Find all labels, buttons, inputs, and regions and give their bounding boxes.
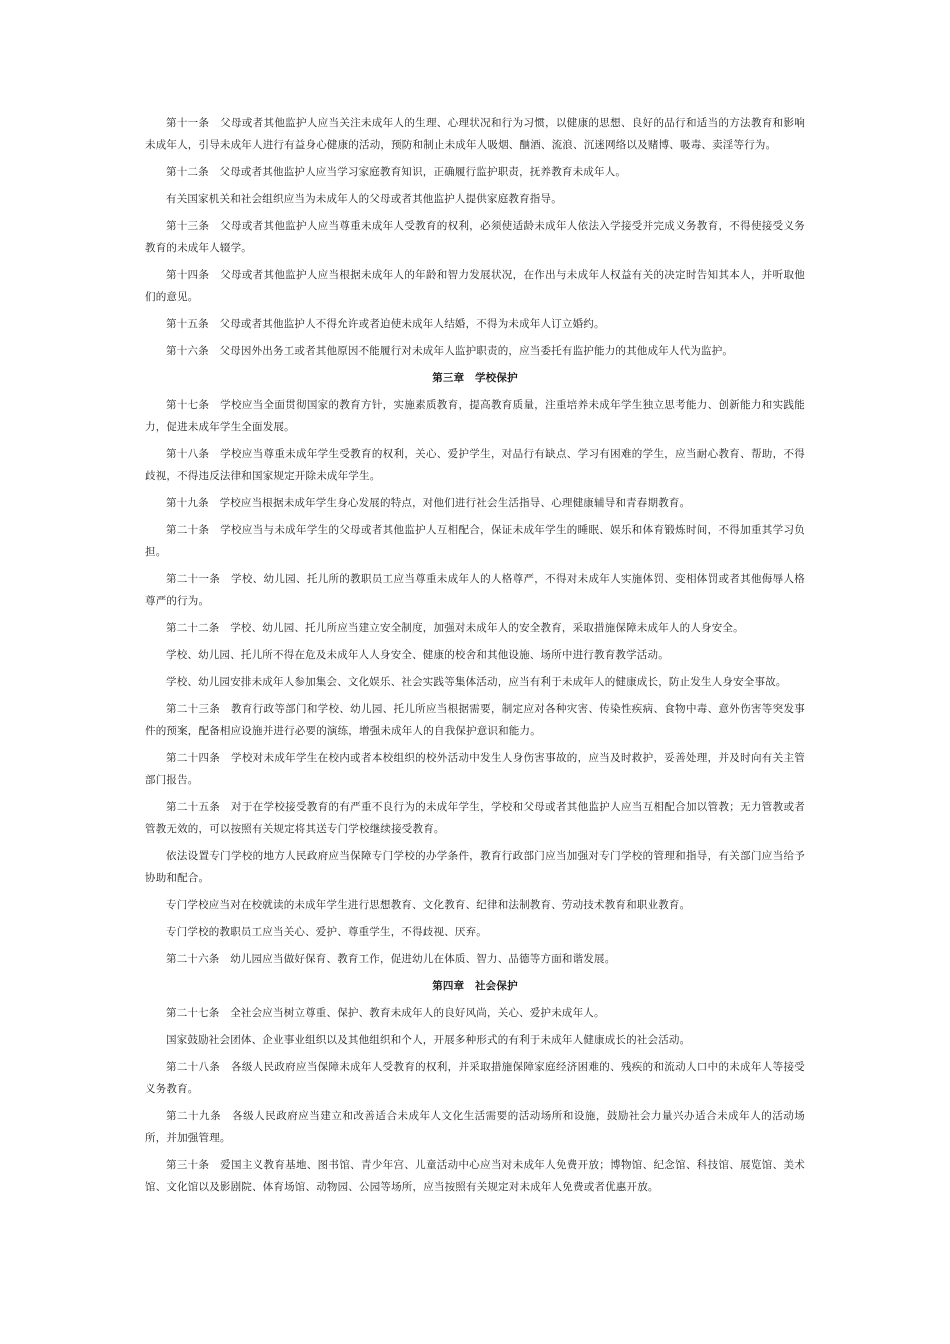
chapter-heading: 第三章 学校保护 (432, 372, 518, 384)
paragraph: 学校、幼儿园安排未成年人参加集会、文化娱乐、社会实践等集体活动，应当有利于未成年人的健康成长，防止发生人身安全事故。 (166, 676, 787, 688)
paragraph: 第二十二条 学校、幼儿园、托儿所应当建立安全制度，加强对未成年人的安全教育，采取措施保障未成年人的人身安全。 (166, 622, 744, 634)
paragraph: 第二十条 学校应当与未成年学生的父母或者其他监护人互相配合，保证未成年学生的睡眠、娱乐和体育锻炼时间，不得加重其学习负担。 (145, 524, 805, 558)
paragraph: 第十五条 父母或者其他监护人不得允许或者迫使未成年人结婚，不得为未成年人订立婚约。 (166, 318, 605, 330)
paragraph: 第十八条 学校应当尊重未成年学生受教育的权利，关心、爱护学生，对品行有缺点、学习有困难的学生，应当耐心教育、帮助，不得歧视，不得违反法律和国家规定开除未成年学生。 (145, 448, 805, 482)
paragraph: 第十三条 父母或者其他监护人应当尊重未成年人受教育的权利，必须使适龄未成年人依法入学接受并完成义务教育，不得使接受义务教育的未成年人辍学。 (145, 220, 805, 254)
paragraph: 第二十五条 对于在学校接受教育的有严重不良行为的未成年学生，学校和父母或者其他监护人应当互相配合加以管教；无力管教或者管教无效的，可以按照有关规定将其送专门学校继续接受教育。 (145, 801, 805, 835)
paragraph: 第二十四条 学校对未成年学生在校内或者本校组织的校外活动中发生人身伤害事故的，应当及时救护，妥善处理，并及时向有关主管部门报告。 (145, 752, 805, 786)
paragraph: 第二十八条 各级人民政府应当保障未成年人受教育的权利，并采取措施保障家庭经济困难的、残疾的和流动人口中的未成年人等接受义务教育。 (145, 1061, 805, 1095)
paragraph: 第十九条 学校应当根据未成年学生身心发展的特点，对他们进行社会生活指导、心理健康辅导和青春期教育。 (166, 497, 691, 509)
paragraph: 第十六条 父母因外出务工或者其他原因不能履行对未成年人监护职责的，应当委托有监护能力的其他成年人代为监护。 (166, 345, 734, 357)
paragraph: 第二十九条 各级人民政府应当建立和改善适合未成年人文化生活需要的活动场所和设施，鼓励社会力量兴办适合未成年人的活动场所，并加强管理。 (145, 1110, 805, 1144)
paragraph: 专门学校的教职员工应当关心、爱护、尊重学生，不得歧视、厌弃。 (166, 926, 487, 938)
paragraph: 第十七条 学校应当全面贯彻国家的教育方针，实施素质教育，提高教育质量，注重培养未成年学生独立思考能力、创新能力和实践能力，促进未成年学生全面发展。 (145, 399, 805, 433)
paragraph: 依法设置专门学校的地方人民政府应当保障专门学校的办学条件，教育行政部门应当加强对专门学校的管理和指导，有关部门应当给予协助和配合。 (145, 850, 805, 884)
document-body (145, 112, 805, 1203)
paragraph: 国家鼓励社会团体、企业事业组织以及其他组织和个人，开展多种形式的有利于未成年人健康成长的社会活动。 (166, 1034, 691, 1046)
paragraph: 专门学校应当对在校就读的未成年学生进行思想教育、文化教育、纪律和法制教育、劳动技术教育和职业教育。 (166, 899, 691, 911)
paragraph: 学校、幼儿园、托儿所不得在危及未成年人人身安全、健康的校舍和其他设施、场所中进行教育教学活动。 (166, 649, 669, 661)
paragraph: 有关国家机关和社会组织应当为未成年人的父母或者其他监护人提供家庭教育指导。 (166, 193, 562, 205)
paragraph: 第二十六条 幼儿园应当做好保育、教育工作，促进幼儿在体质、智力、品德等方面和谐发展。 (166, 953, 616, 965)
paragraph: 第三十条 爱国主义教育基地、图书馆、青少年宫、儿童活动中心应当对未成年人免费开放；博物馆、纪念馆、科技馆、展览馆、美术馆、文化馆以及影剧院、体育场馆、动物园、公园等场所，应当按照有关规定对未成年人免费或者优惠开放。 (145, 1159, 805, 1193)
paragraph: 第十四条 父母或者其他监护人应当根据未成年人的年龄和智力发展状况，在作出与未成年人权益有关的决定时告知其本人，并听取他们的意见。 (145, 269, 805, 303)
paragraph: 第二十三条 教育行政等部门和学校、幼儿园、托儿所应当根据需要，制定应对各种灾害、传染性疾病、食物中毒、意外伤害等突发事件的预案，配备相应设施并进行必要的演练，增强未成年人的自我保护意识和能力。 (145, 703, 805, 737)
paragraph: 第十一条 父母或者其他监护人应当关注未成年人的生理、心理状况和行为习惯，以健康的思想、良好的品行和适当的方法教育和影响未成年人，引导未成年人进行有益身心健康的活动，预防和制止未成年人吸烟、酗酒、流浪、沉迷网络以及赌博、吸毒、卖淫等行为。 (145, 117, 805, 151)
paragraph: 第十二条 父母或者其他监护人应当学习家庭教育知识，正确履行监护职责，抚养教育未成年人。 (166, 166, 627, 178)
paragraph: 第二十一条 学校、幼儿园、托儿所的教职员工应当尊重未成年人的人格尊严，不得对未成年人实施体罚、变相体罚或者其他侮辱人格尊严的行为。 (145, 573, 805, 607)
chapter-heading: 第四章 社会保护 (432, 980, 518, 992)
paragraph: 第二十七条 全社会应当树立尊重、保护、教育未成年人的良好风尚，关心、爱护未成年人。 (166, 1007, 605, 1019)
